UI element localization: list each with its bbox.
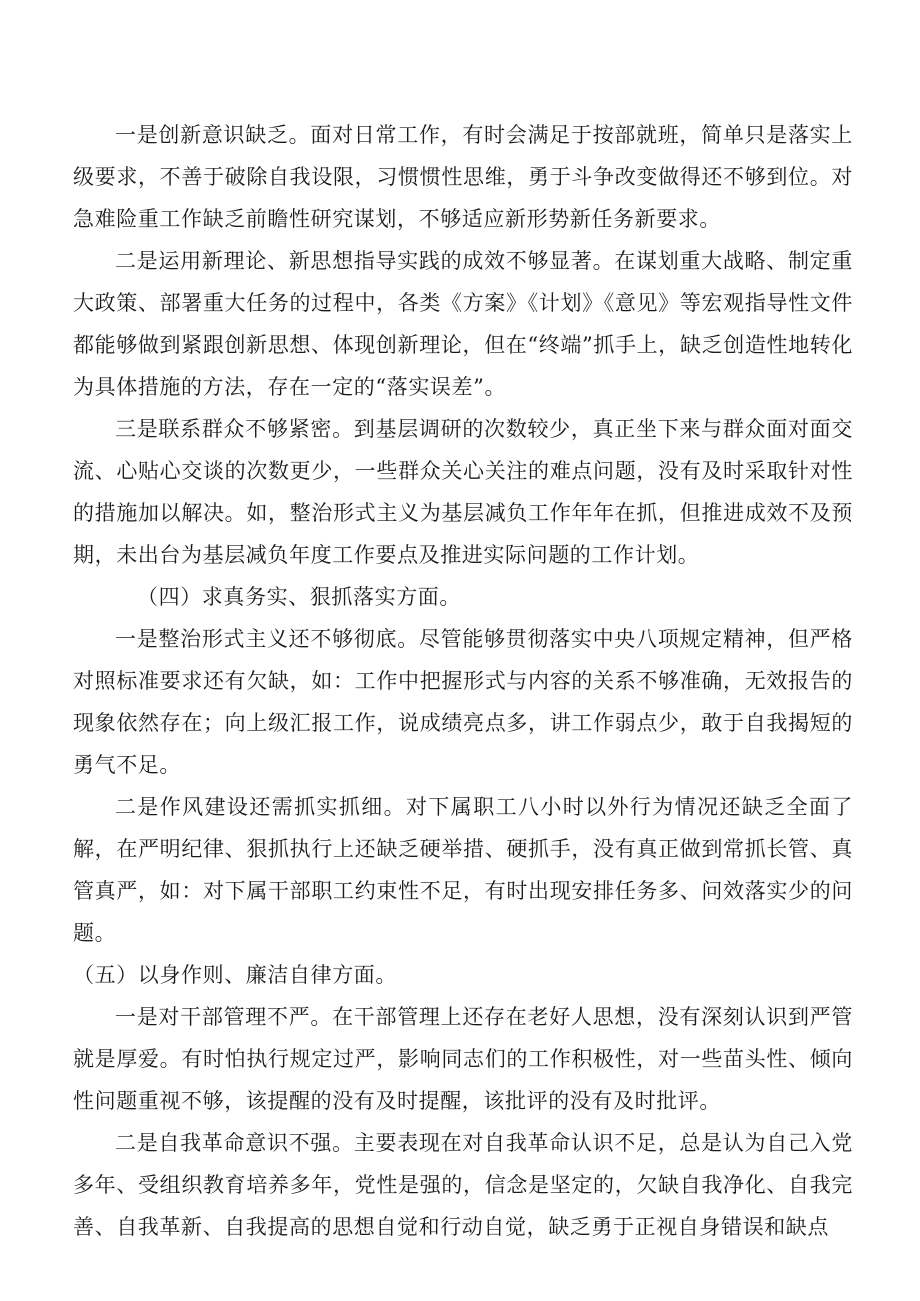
paragraph-new-theory-practice: 二是运用新理论、新思想指导实践的成效不够显著。在谋划重大战略、制定重大政策、部署重大任务的过程中，各类《方案》《计划》《意见》等宏观指导性文件都能够做到紧跟创新思想、体现创新理论，但在“终端”抓手上，缺乏创造性地转化为具体措施的方法，存在一定的“落实误差”。 [73,249,853,399]
section-heading-5: （五）以身作则、廉洁自律方面。 [73,963,397,987]
paragraph-contact-masses: 三是联系群众不够紧密。到基层调研的次数较少，真正坐下来与群众面对面交流、心贴心交谈的次数更少，一些群众关心关注的难点问题，没有及时采取针对性的措施加以解决。如，整治形式主义为基层减负工作年年在抓，但推进成效不及预期，未出台为基层减负年度工作要点及推进实际问题的工作计划。 [73,417,853,567]
section-heading-4: （四）求真务实、狠抓落实方面。 [137,585,461,609]
paragraph-work-style: 二是作风建设还需抓实抓细。对下属职工八小时以外行为情况还缺乏全面了解，在严明纪律、狠抓执行上还缺乏硬举措、硬抓手，没有真正做到常抓长管、真管真严，如：对下属干部职工约束性不足，有时出现安排任务多、问效落实少的问题。 [73,795,853,945]
paragraph-innovation-awareness: 一是创新意识缺乏。面对日常工作，有时会满足于按部就班，简单只是落实上级要求，不善于破除自我设限，习惯惯性思维，勇于斗争改变做得还不够到位。对急难险重工作缺乏前瞻性研究谋划，不够适应新形势新任务新要求。 [73,123,853,231]
paragraph-cadre-management: 一是对干部管理不严。在干部管理上还存在老好人思想，没有深刻认识到严管就是厚爱。有时怕执行规定过严，影响同志们的工作积极性，对一些苗头性、倾向性问题重视不够，该提醒的没有及时提醒，该批评的没有及时批评。 [73,1005,853,1113]
paragraph-self-revolution: 二是自我革命意识不强。主要表现在对自我革命认识不足，总是认为自己入党多年、受组织教育培养多年，党性是强的，信念是坚定的，欠缺自我净化、自我完善、自我革新、自我提高的思想自觉和行动自觉，缺乏勇于正视自身错误和缺点 [73,1131,853,1239]
paragraph-formalism: 一是整治形式主义还不够彻底。尽管能够贯彻落实中央八项规定精神，但严格对照标准要求还有欠缺，如：工作中把握形式与内容的关系不够准确，无效报告的现象依然存在；向上级汇报工作，说成绩亮点多，讲工作弱点少，敢于自我揭短的勇气不足。 [73,627,853,777]
document-body [73,114,853,1248]
